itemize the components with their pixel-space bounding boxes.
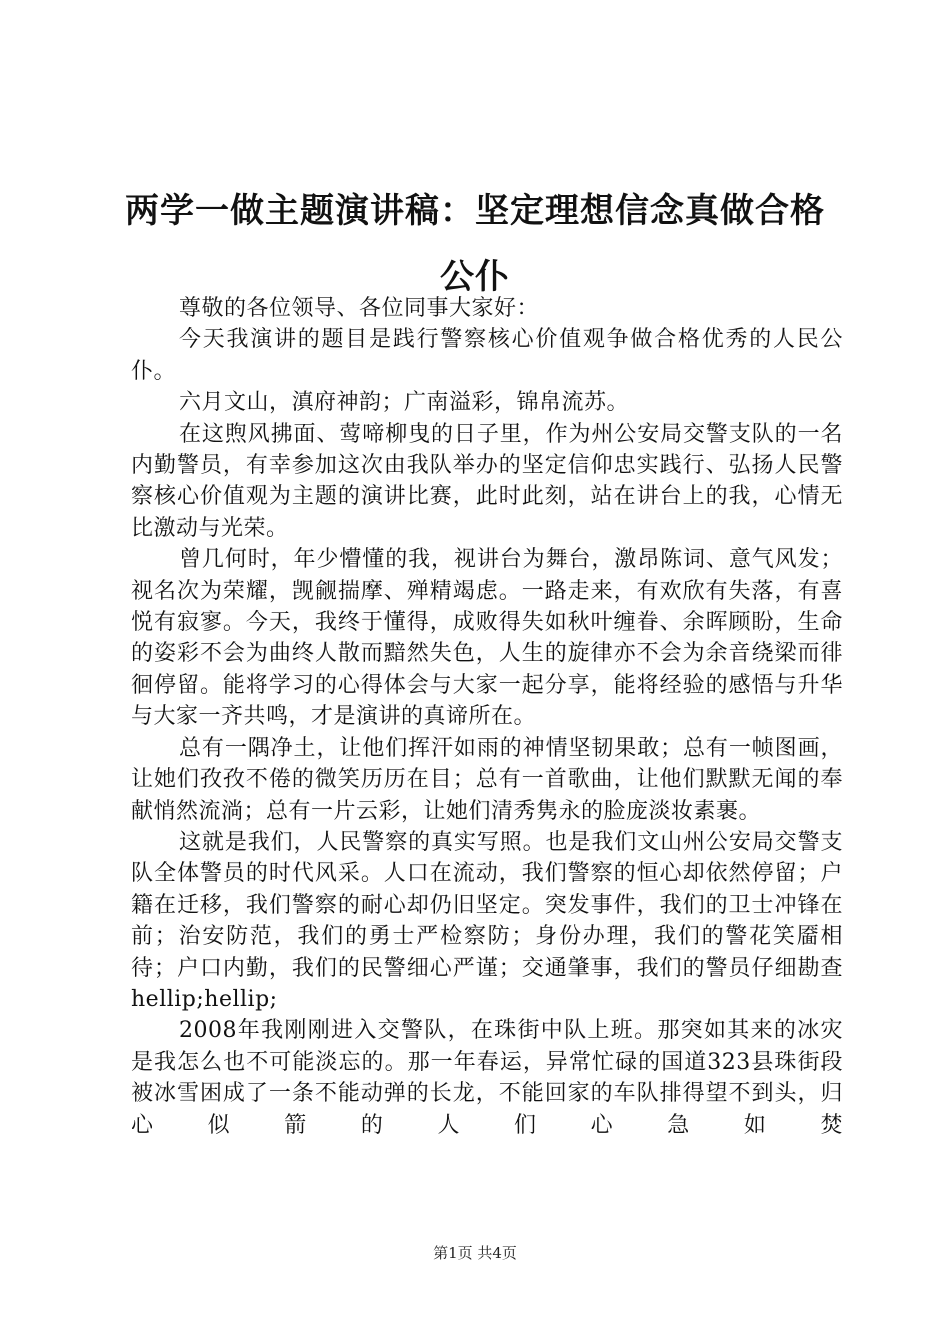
document-title: 两学一做主题演讲稿：坚定理想信念真做合格公仆 <box>125 191 825 297</box>
document-body <box>131 293 843 1141</box>
paragraph-police-portrait: 这就是我们，人民警察的真实写照。也是我们文山州公安局交警支队全体警员的时代风采。人口在流动，我们警察的恒心却依然停留；户籍在迁移，我们警察的耐心却仍旧坚定。突发事件，我们的卫士冲锋在前；治安防范，我们的勇士严检察防；身份办理，我们的警花笑靥相待；户口内勤，我们的民警细心严谨；交通肇事，我们的警员仔细勘查hellip;hellip; <box>131 829 843 1012</box>
paragraph-dedication: 总有一隅净土，让他们挥汗如雨的神情坚韧果敢；总有一帧图画，让她们孜孜不倦的微笑历历在目；总有一首歌曲，让他们默默无闻的奉献悄然流淌；总有一片云彩，让她们清秀隽永的脸庞淡妆素裹。 <box>131 735 843 824</box>
paragraph-greeting: 尊敬的各位领导、各位同事大家好： <box>179 296 540 321</box>
paragraph-wenshan: 六月文山，滇府神韵；广南溢彩，锦帛流苏。 <box>179 390 630 416</box>
paragraph-reflection: 曾几何时，年少懵懂的我，视讲台为舞台，激昂陈词、意气风发；视名次为荣耀，觊觎揣摩、殚精竭虑。一路走来，有欢欣有失落，有喜悦有寂寥。今天，我终于懂得，成败得失如秋叶缠眷、余晖顾盼，生命的姿彩不会为曲终人散而黯然失色，人生的旋律亦不会为余音绕梁而徘徊停留。能将学习的心得体会与大家一起分享，能将经验的感悟与升华与大家一齐共鸣，才是演讲的真谛所在。 <box>131 547 843 730</box>
page-footer: 第1页 共4页 <box>433 1244 517 1262</box>
paragraph-occasion: 在这煦风拂面、莺啼柳曳的日子里，作为州公安局交警支队的一名内勤警员，有幸参加这次由我队举办的坚定信仰忠实践行、弘扬人民警察核心价值观为主题的演讲比赛，此时此刻，站在讲台上的我，心情无比激动与光荣。 <box>131 421 843 541</box>
paragraph-topic: 今天我演讲的题目是践行警察核心价值观争做合格优秀的人民公仆。 <box>131 327 843 384</box>
paragraph-ice-disaster: 2008年我刚刚进入交警队，在珠街中队上班。那突如其来的冰灾是我怎么也不可能淡忘的。那一年春运，异常忙碌的国道323县珠街段被冰雪困成了一条不能动弹的长龙，不能回家的车队排得望不到头，归心似箭的人们心急如焚 <box>131 1018 843 1138</box>
